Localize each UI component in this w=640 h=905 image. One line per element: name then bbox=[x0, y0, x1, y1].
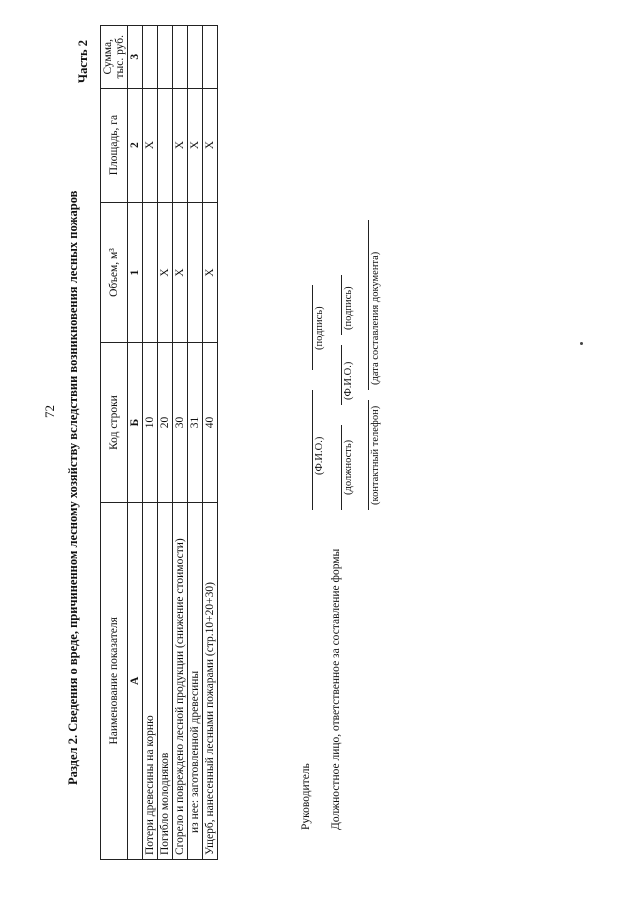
page-number: 72 bbox=[42, 405, 57, 418]
phone-caption: (контактный телефон) bbox=[370, 405, 381, 505]
column-numbers-row bbox=[128, 26, 143, 860]
row-name: Ущерб, нанесенный лесными пожарами (стр.10+20+30) bbox=[203, 502, 218, 859]
row-code: 40 bbox=[203, 343, 218, 502]
header-sum: Сумма, тыс. руб. bbox=[101, 26, 128, 89]
header-name: Наименование показателя bbox=[101, 502, 128, 859]
row-code: 20 bbox=[158, 343, 173, 502]
row-sum bbox=[173, 26, 188, 89]
row-sum bbox=[203, 26, 218, 89]
fio-line bbox=[341, 345, 342, 405]
table-row bbox=[158, 26, 173, 860]
head-sign-caption: (подпись) bbox=[314, 306, 325, 350]
row-volume: Х bbox=[203, 202, 218, 343]
row-area: Х bbox=[173, 88, 188, 202]
row-area bbox=[158, 88, 173, 202]
col-num: 1 bbox=[128, 202, 143, 343]
row-name: Потери древесины на корню bbox=[143, 502, 158, 859]
sign-caption: (подпись) bbox=[343, 286, 354, 330]
row-volume bbox=[143, 202, 158, 343]
phone-line bbox=[368, 400, 369, 510]
header-volume: Объем, м³ bbox=[101, 202, 128, 343]
col-num: 2 bbox=[128, 88, 143, 202]
date-line bbox=[368, 220, 369, 390]
fio-caption: (Ф.И.О.) bbox=[343, 361, 354, 400]
table-header-row bbox=[101, 26, 128, 860]
row-code: 10 bbox=[143, 343, 158, 502]
col-num: Б bbox=[128, 343, 143, 502]
row-sum bbox=[158, 26, 173, 89]
row-sum bbox=[143, 26, 158, 89]
position-line bbox=[341, 425, 342, 510]
responsible-label: Должностное лицо, ответственное за составление формы bbox=[330, 548, 342, 830]
row-area: Х bbox=[188, 88, 203, 202]
date-caption: (дата составления документа) bbox=[370, 251, 381, 385]
row-code: 31 bbox=[188, 343, 203, 502]
row-area: Х bbox=[203, 88, 218, 202]
row-name: Сгорело и повреждено лесной продукции (снижение стоимости) bbox=[173, 502, 188, 859]
scan-dot bbox=[580, 342, 583, 345]
col-num: А bbox=[128, 502, 143, 859]
row-name: Погибло молодняков bbox=[158, 502, 173, 859]
damage-table bbox=[100, 25, 218, 860]
head-fio-caption: (Ф.И.О.) bbox=[314, 436, 325, 475]
table-row bbox=[173, 26, 188, 860]
row-volume: Х bbox=[158, 202, 173, 343]
row-sum bbox=[188, 26, 203, 89]
col-num: 3 bbox=[128, 26, 143, 89]
head-sign-line bbox=[312, 285, 313, 370]
sign-line bbox=[341, 275, 342, 335]
row-code: 30 bbox=[173, 343, 188, 502]
position-caption: (должность) bbox=[343, 439, 354, 495]
header-code: Код строки bbox=[101, 343, 128, 502]
table-row bbox=[143, 26, 158, 860]
header-area: Площадь, га bbox=[101, 88, 128, 202]
head-label: Руководитель bbox=[300, 763, 312, 830]
row-volume bbox=[188, 202, 203, 343]
section-title: Раздел 2. Сведения о вреде, причиненном лесному хозяйству вследствии возникновения лесных пожаров bbox=[66, 190, 80, 785]
part-label: Часть 2 bbox=[76, 40, 90, 84]
row-area: Х bbox=[143, 88, 158, 202]
table-row bbox=[188, 26, 203, 860]
head-fio-line bbox=[312, 390, 313, 510]
row-name: из нее: заготовленной древесины bbox=[188, 502, 203, 859]
row-volume: Х bbox=[173, 202, 188, 343]
table-row bbox=[203, 26, 218, 860]
